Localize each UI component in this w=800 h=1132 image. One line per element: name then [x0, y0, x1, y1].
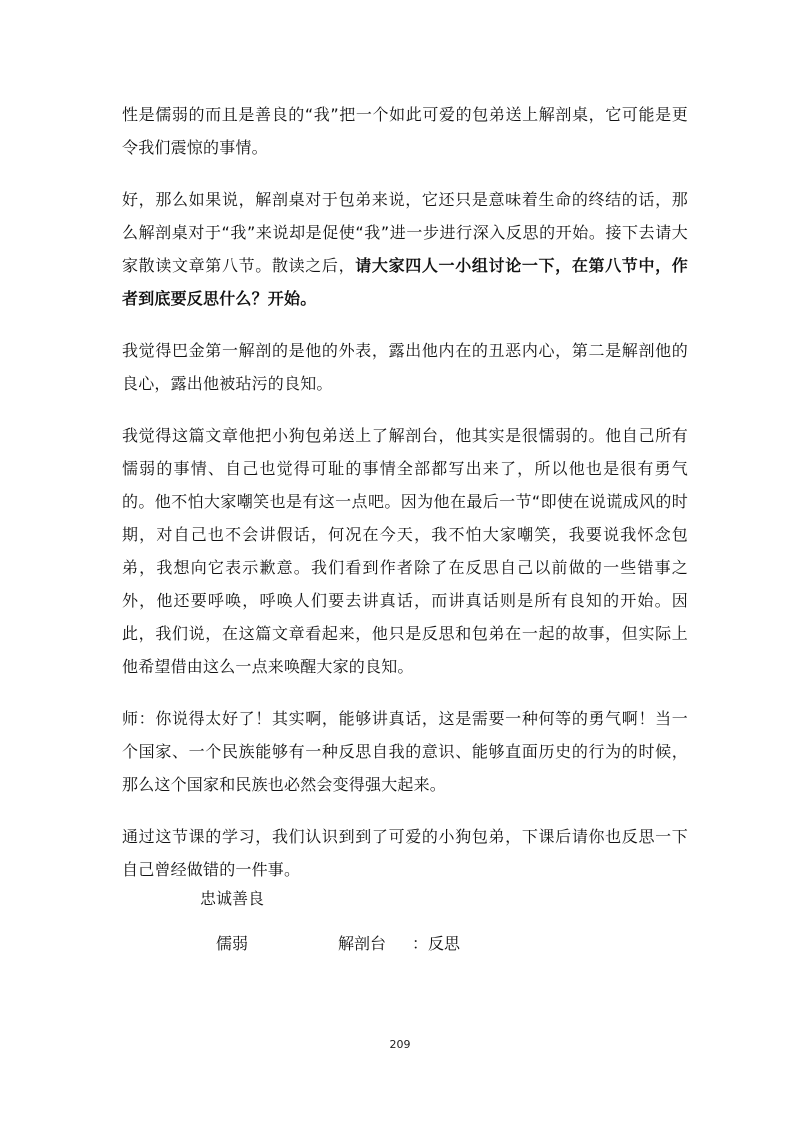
paragraph-text: 我觉得巴金第一解剖的是他的外表，露出他内在的丑恶内心，第二是解剖他的良心，露出他被玷污的良知。: [122, 341, 688, 393]
paragraph: [122, 702, 688, 801]
paragraph: [122, 183, 688, 315]
paragraph-text: 师：你说得太好了！其实啊，能够讲真话，这是需要一种何等的勇气啊！当一个国家、一个民族能够有一种反思自我的意识、能够直面历史的行为的时候，那么这个国家和民族也必然会变得强大起来。: [122, 709, 688, 794]
paragraph-text: 通过这节课的学习，我们认识到到了可爱的小狗包弟，下课后请你也反思一下自己曾经做错的一件事。: [122, 827, 688, 879]
paragraph: [122, 334, 688, 400]
paragraph-text: 性是儒弱的而且是善良的“我”把一个如此可爱的包弟送上解剖桌，它可能是更令我们震惊的事情。: [122, 105, 688, 157]
paragraph: [122, 98, 688, 164]
paragraph-text: 好，那么如果说，解剖桌对于包弟来说，它还只是意味着生命的终结的话，那么解剖桌对于“我”来说却是促使“我”进一步进行深入反思的开始。接下去请大家散读文章第八节。散读之后，: [122, 190, 688, 275]
board-row: [216, 933, 460, 955]
paragraph: [122, 419, 688, 683]
paragraph: [122, 820, 688, 886]
paragraph-bold-text: 请大家四人一小组讨论一下，在第八节中，作者到底要反思什么？开始。: [122, 256, 688, 308]
board-item: ：反思: [412, 934, 461, 953]
paragraph-text: 我觉得这篇文章他把小狗包弟送上了解剖台，他其实是很懦弱的。他自己所有懦弱的事情、自己也觉得可耻的事情全部都写出来了，所以他也是很有勇气的。他不怕大家嘲笑也是有这一点吧。因为他在最后一节“即使在说谎成风的时期，对自己也不会讲假话，何况在今天，我不怕大家嘲笑，我要说我怀念包弟，我想向它表示歉意。我们看到作者除了在反思自己以前做的一些错事之外，他还要呼唤，呼唤人们要去讲真话，而讲真话则是所有良知的开始。因此，我们说，在这篇文章看起来，他只是反思和包弟在一起的故事，但实际上他希望借由这么一点来唤醒大家的良知。: [122, 426, 688, 676]
page-number: 209: [389, 1038, 411, 1051]
board-item: 儒弱: [216, 934, 249, 953]
board-title: 忠诚善良: [200, 889, 265, 908]
body-text: [122, 98, 688, 905]
board-item: 解剖台: [338, 934, 387, 953]
